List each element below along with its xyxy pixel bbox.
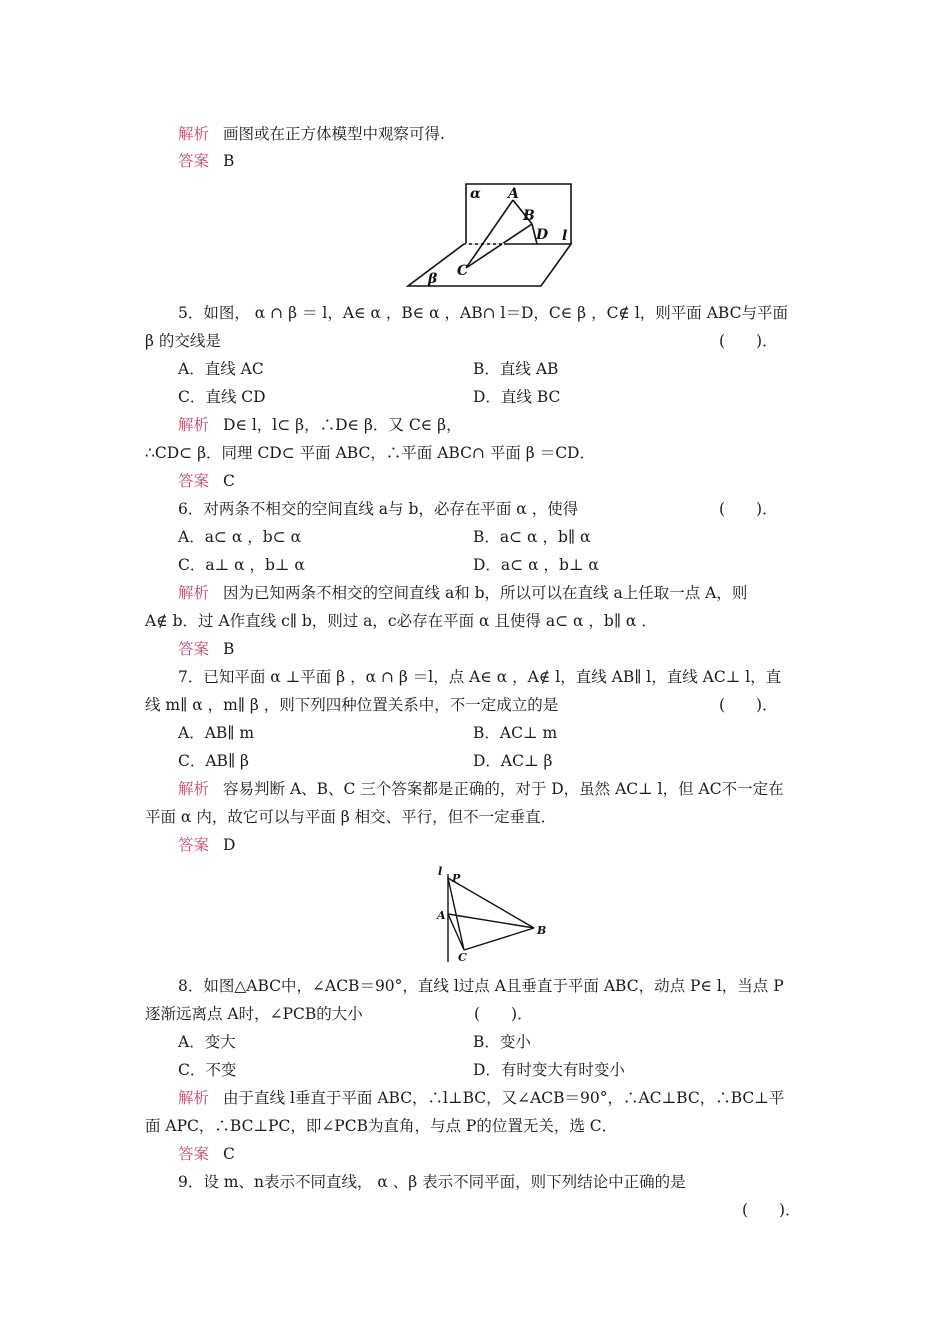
q6-option-a: A．a⊂ α ，b⊂ α	[178, 528, 302, 546]
q8-answer-text: C	[223, 1145, 235, 1163]
q8-stem-line2: 逐渐远离点 A时，∠PCB的大小	[145, 1005, 363, 1023]
label-P: P	[452, 872, 461, 885]
label-l: l	[562, 228, 568, 244]
q8-stem-line1: 8．如图△ABC中，∠ACB＝90°，直线 l过点 A且垂直于平面 ABC，动点 P∈ l，当点 P	[178, 977, 784, 995]
segment-AC	[466, 200, 513, 268]
q9-stem: 9．设 m、n表示不同直线， α 、β 表示不同平面，则下列结论中正确的是	[178, 1173, 686, 1191]
q5-option-a: A．直线 AC	[178, 360, 264, 378]
q7-option-d: D．AC⊥ β	[473, 752, 553, 770]
label-C: C	[457, 263, 469, 279]
answer-text: B	[223, 152, 235, 170]
answer-label: 答案	[178, 152, 210, 170]
q7-option-b: B．AC⊥ m	[473, 724, 558, 742]
q6-analysis-text1: 因为已知两条不相交的空间直线 a和 b，所以可以在直线 a上任取一点 A，则	[223, 584, 748, 602]
q7-option-c: C．AB∥ β	[178, 752, 249, 770]
label-alpha: α	[470, 186, 481, 202]
q6-option-b: B．a⊂ α ，b∥ α	[473, 528, 591, 546]
analysis-label: 解析	[178, 584, 210, 602]
q5-analysis-text1: D∈ l，l⊂ β，∴D∈ β．又 C∈ β，	[223, 416, 462, 434]
q5-option-b: B．直线 AB	[473, 360, 559, 378]
q6-stem: 6．对两条不相交的空间直线 a与 b，必存在平面 α ，使得	[178, 500, 579, 518]
analysis-label: 解析	[178, 1089, 210, 1107]
q7-stem-line2: 线 m∥ α ，m∥ β ，则下列四种位置关系中，不一定成立的是	[145, 696, 559, 714]
q7-option-a: A．AB∥ m	[178, 724, 255, 742]
q6-answer-text: B	[223, 640, 235, 658]
q7-analysis-text1: 容易判断 A、B、C 三个答案都是正确的，对于 D，虽然 AC⊥ l，但 AC不一定在	[223, 780, 784, 798]
q7-answer-text: D	[223, 836, 236, 854]
q7-stem-line1: 7．已知平面 α ⊥平面 β ，α ∩ β ＝l，点 A∈ α ，A∉ l，直线 AB∥ l，直线 AC⊥ l，直	[178, 668, 782, 686]
q5-analysis-line2: ∴CD⊂ β．同理 CD⊂ 平面 ABC，∴平面 ABC∩ 平面 β ＝CD．	[145, 444, 595, 462]
label-l: l	[438, 865, 443, 878]
q7-answer-blank: ( )．	[719, 696, 778, 714]
analysis-label: 解析	[178, 125, 210, 143]
answer-label: 答案	[178, 1145, 210, 1163]
label-B: B	[523, 208, 535, 224]
analysis-label: 解析	[178, 416, 210, 434]
q7-analysis-line1	[178, 778, 784, 800]
answer-label: 答案	[178, 836, 210, 854]
label-beta: β	[428, 271, 438, 287]
q5-option-c: C．直线 CD	[178, 388, 266, 406]
q8-analysis-line2: 面 APC，∴BC⊥PC，即∠PCB为直角，与点 P的位置无关，选 C．	[145, 1117, 618, 1135]
answer-line	[178, 150, 234, 172]
q8-answer-line	[178, 1143, 235, 1165]
q5-stem-line1: 5．如图， α ∩ β ＝ l，A∈ α ，B∈ α ，AB∩ l＝D，C∈ β ，C∉ l，则平面 ABC与平面	[178, 304, 788, 322]
q5-answer-blank: ( )．	[719, 332, 778, 350]
q6-answer-blank: ( )．	[719, 500, 778, 518]
q8-option-c: C．不变	[178, 1061, 237, 1079]
analysis-line	[178, 123, 445, 145]
q9-answer-blank: ( )．	[742, 1201, 801, 1219]
q5-analysis-line1	[178, 414, 462, 436]
q8-option-b: B．变小	[473, 1033, 531, 1051]
answer-label: 答案	[178, 640, 210, 658]
label-D: D	[536, 227, 549, 243]
label-A: A	[508, 186, 519, 202]
planes-figure	[400, 176, 580, 290]
q8-option-a: A．变大	[178, 1033, 236, 1051]
q6-answer-line	[178, 638, 234, 660]
q7-answer-line	[178, 834, 235, 856]
q6-analysis-line1	[178, 582, 747, 604]
q6-analysis-line2: A∉ b．过 A作直线 c∥ b，则过 a，c必存在平面 α 且使得 a⊂ α ，b∥ α ．	[145, 612, 657, 630]
q8-analysis-text1: 由于直线 l垂直于平面 ABC，∴l⊥BC，又∠ACB＝90°，∴AC⊥BC，∴BC⊥平	[223, 1089, 785, 1107]
segment-AC	[448, 914, 464, 950]
segment-BC	[466, 224, 532, 268]
answer-label: 答案	[178, 472, 210, 490]
q8-option-d: D．有时变大有时变小	[473, 1061, 625, 1079]
label-B: B	[537, 924, 547, 937]
triangle-figure	[434, 862, 554, 968]
q8-analysis-line1	[178, 1087, 784, 1109]
analysis-text: 画图或在正方体模型中观察可得.	[223, 125, 445, 143]
q7-analysis-line2: 平面 α 内，故它可以与平面 β 相交、平行，但不一定垂直．	[145, 808, 557, 826]
q5-option-d: D．直线 BC	[473, 388, 561, 406]
q5-answer-line	[178, 470, 235, 492]
analysis-label: 解析	[178, 780, 210, 798]
label-C: C	[458, 951, 467, 964]
q6-option-c: C．a⊥ α ，b⊥ α	[178, 556, 305, 574]
q5-answer-text: C	[223, 472, 235, 490]
segment-BC	[464, 928, 534, 950]
q8-answer-blank: ( )．	[474, 1005, 533, 1023]
label-A: A	[437, 909, 446, 922]
q5-stem-line2: β 的交线是	[145, 332, 221, 350]
q6-option-d: D．a⊂ α ，b⊥ α	[473, 556, 599, 574]
